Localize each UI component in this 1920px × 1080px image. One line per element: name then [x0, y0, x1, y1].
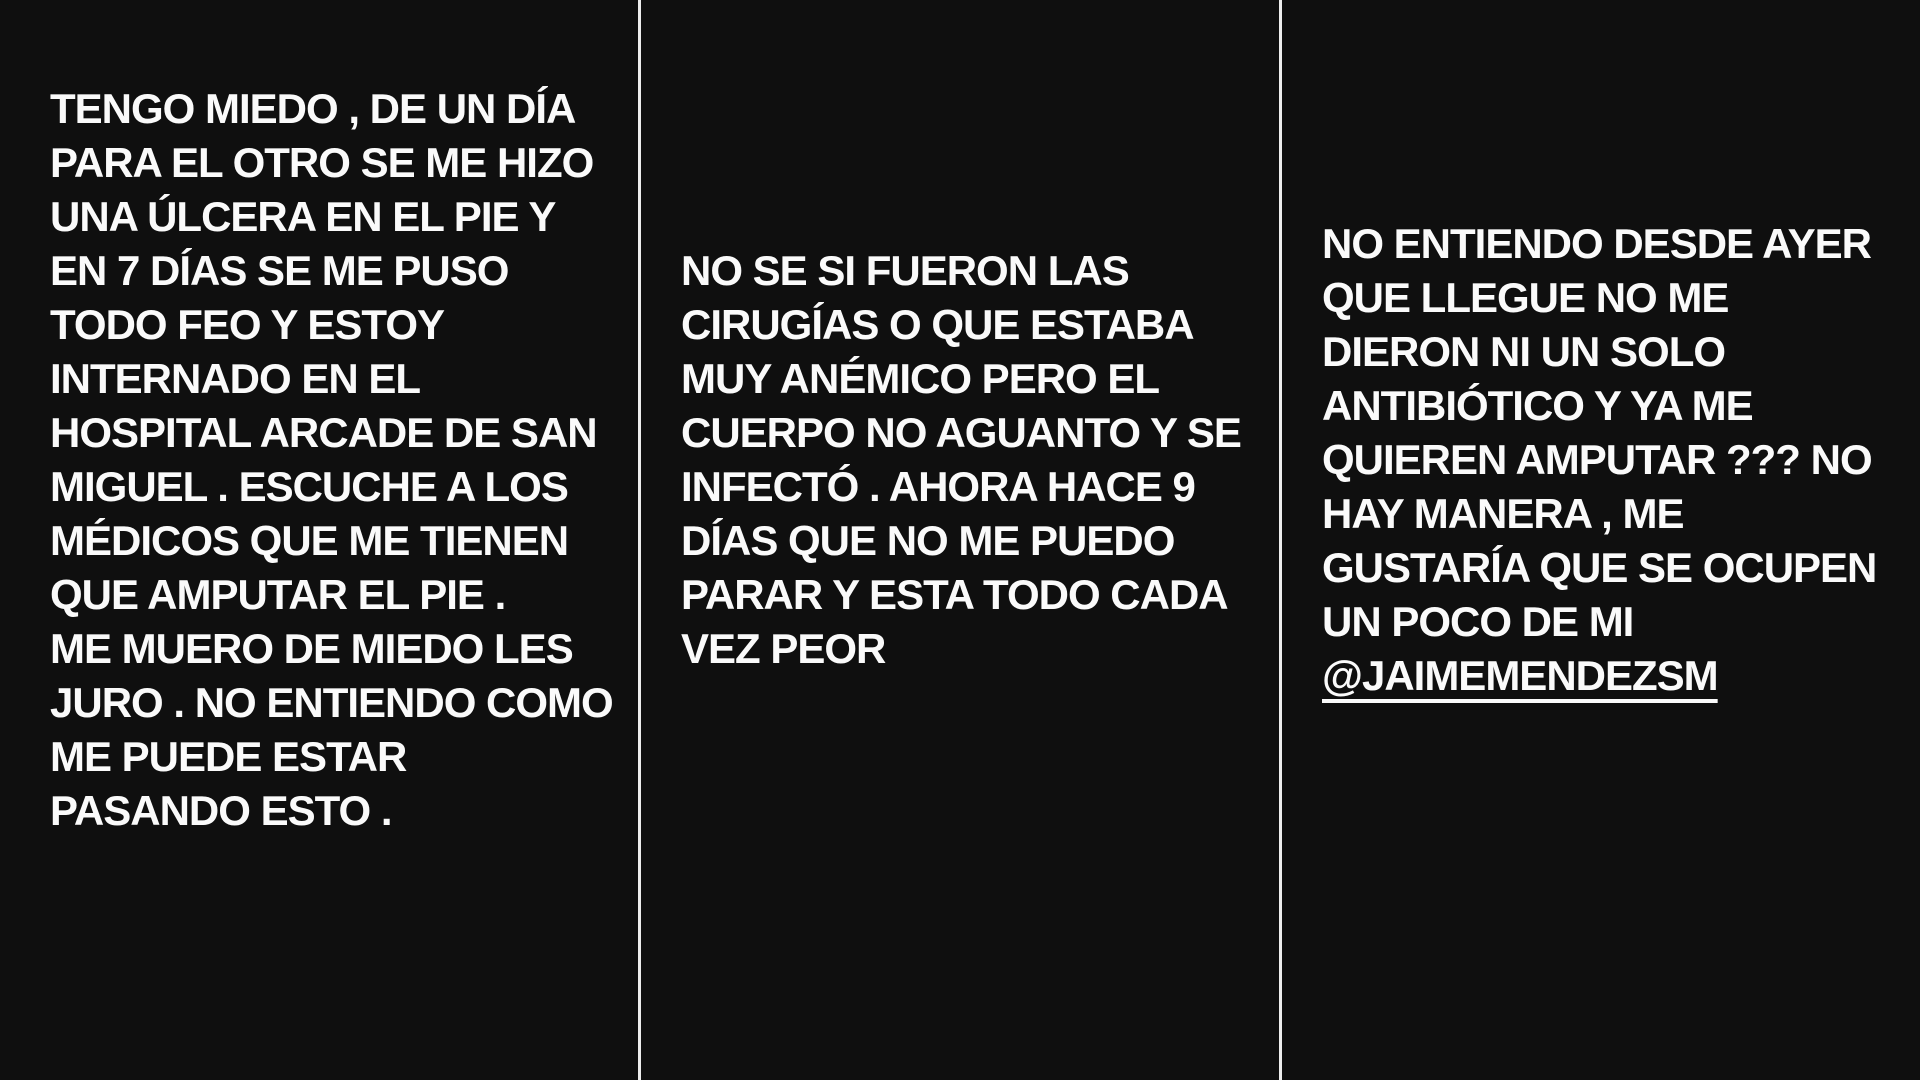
story-text-line: INTERNADO EN EL: [50, 355, 421, 402]
story-text-line: NO SE SI FUERON LAS: [681, 247, 1129, 294]
story-text-line: HOSPITAL ARCADE DE SAN: [50, 409, 597, 456]
story-text-line: JURO . NO ENTIENDO COMO: [50, 679, 613, 726]
story-panel-2: [641, 0, 1279, 1080]
story-text-line: NO ENTIENDO DESDE AYER: [1322, 220, 1871, 267]
story-text-line: CUERPO NO AGUANTO Y SE: [681, 409, 1241, 456]
mention-row: [1322, 649, 1910, 703]
story-2-text-block: [641, 244, 1279, 676]
story-text-line: QUIEREN AMPUTAR ??? NO: [1322, 436, 1872, 483]
story-1-text-block: [0, 82, 638, 838]
story-text-line: DÍAS QUE NO ME PUEDO: [681, 517, 1175, 564]
story-panel-1: [0, 0, 638, 1080]
story-text-line: EN 7 DÍAS SE ME PUSO: [50, 247, 509, 294]
story-text-line: VEZ PEOR: [681, 625, 886, 672]
story-text-line: PARA EL OTRO SE ME HIZO: [50, 139, 594, 186]
story-text-line: INFECTÓ . AHORA HACE 9: [681, 463, 1195, 510]
story-text-line: CIRUGÍAS O QUE ESTABA: [681, 301, 1194, 348]
story-text-line: TODO FEO Y ESTOY: [50, 301, 445, 348]
story-text-line: UN POCO DE MI: [1322, 598, 1634, 645]
story-text-line: QUE AMPUTAR EL PIE .: [50, 571, 506, 618]
story-text-line: ANTIBIÓTICO Y YA ME: [1322, 382, 1753, 429]
story-text-line: PARAR Y ESTA TODO CADA: [681, 571, 1228, 618]
story-text-line: MÉDICOS QUE ME TIENEN: [50, 517, 569, 564]
story-1-lines: [50, 82, 628, 838]
story-text-line: PASANDO ESTO .: [50, 787, 392, 834]
story-text-line: ME PUEDE ESTAR: [50, 733, 407, 780]
story-text-line: GUSTARÍA QUE SE OCUPEN: [1322, 544, 1877, 591]
story-text-line: MIGUEL . ESCUCHE A LOS: [50, 463, 568, 510]
story-3-lines: [1322, 217, 1910, 649]
story-text-line: QUE LLEGUE NO ME: [1322, 274, 1729, 321]
story-text-line: UNA ÚLCERA EN EL PIE Y: [50, 193, 556, 240]
story-text-line: ME MUERO DE MIEDO LES: [50, 625, 573, 672]
story-2-lines: [681, 244, 1269, 676]
mention-link[interactable]: @JAIMEMENDEZSM: [1322, 652, 1718, 699]
story-text-line: TENGO MIEDO , DE UN DÍA: [50, 85, 576, 132]
story-text-line: MUY ANÉMICO PERO EL: [681, 355, 1160, 402]
story-panel-3: [1282, 0, 1920, 1080]
story-3-text-block: [1282, 217, 1920, 703]
story-text-line: DIERON NI UN SOLO: [1322, 328, 1726, 375]
story-text-line: HAY MANERA , ME: [1322, 490, 1684, 537]
